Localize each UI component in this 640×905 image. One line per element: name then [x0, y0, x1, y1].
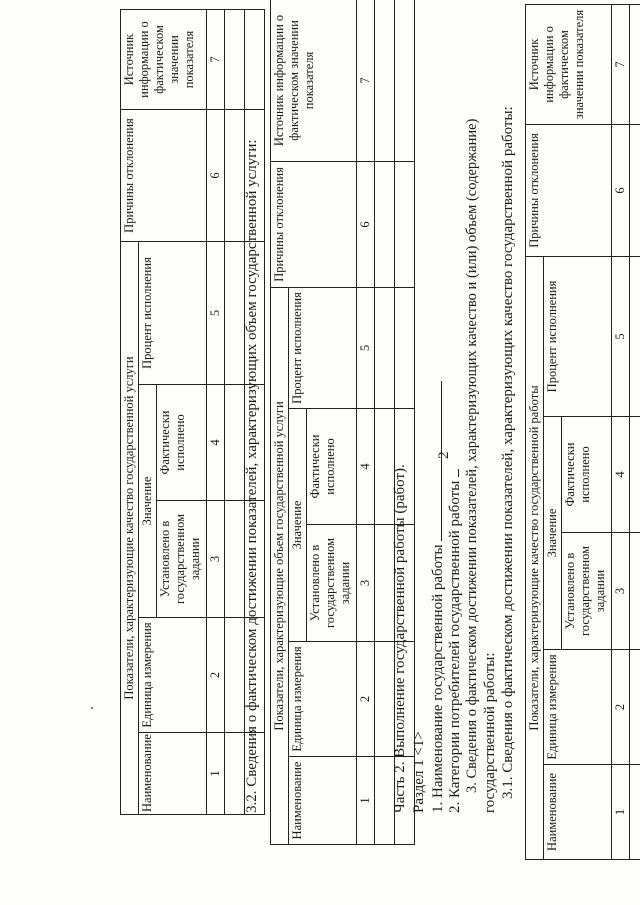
item-1-blank-line [429, 381, 442, 541]
heading-3-1: 3.1. Сведения о фактическом достижении показателей, характеризующих качество государственной работы: [500, 106, 516, 799]
item-3-line-1: 3. Сведения о фактическом достижении показателей, характеризующих качество и (или) объем (содержание) [464, 118, 480, 793]
header-percent: Процент исполнения [139, 242, 207, 385]
header-group: Показатели, характеризующие объем государственной услуги [271, 287, 289, 844]
item-1 [429, 381, 447, 813]
header-planned: Установлено в государственном задании [157, 501, 207, 618]
header-source: Источник информации о фактическом значении показателя [121, 10, 207, 110]
item-1-label: 1. Наименование государственной работы [430, 544, 446, 813]
item-2 [446, 469, 464, 813]
col-num-2: 2 [357, 642, 375, 757]
col-num-1: 1 [612, 765, 630, 860]
header-name: Наименование [139, 733, 207, 815]
header-value: Значение [289, 409, 307, 642]
col-num-1: 1 [207, 733, 225, 815]
col-num-2: 2 [612, 650, 630, 765]
table-row [225, 10, 245, 815]
header-actual: Фактически исполнено [307, 409, 357, 525]
header-unit: Единица измерения [544, 650, 612, 765]
header-reasons: Причины отклонения [271, 161, 357, 287]
header-group: Показатели, характеризующие качество государственной работы [526, 256, 544, 859]
header-name: Наименование [289, 757, 357, 845]
header-value: Значение [544, 417, 562, 650]
header-percent: Процент исполнения [289, 287, 357, 408]
header-reasons: Причины отклонения [526, 124, 612, 256]
col-num-2: 2 [207, 618, 225, 733]
header-planned: Установлено в государственном задании [307, 525, 357, 642]
col-num-6: 6 [207, 110, 225, 242]
page-number: 2 [436, 451, 452, 459]
col-num-3: 3 [357, 525, 375, 642]
section-title: Раздел 1 <1> [411, 731, 427, 813]
col-num-7: 7 [357, 0, 375, 161]
col-num-3: 3 [207, 501, 225, 618]
header-reasons: Причины отклонения [121, 110, 207, 242]
col-num-7: 7 [612, 4, 630, 124]
table-row [630, 4, 640, 859]
col-num-1: 1 [357, 757, 375, 845]
col-num-6: 6 [357, 161, 375, 287]
col-num-4: 4 [612, 417, 630, 533]
header-source: Источник информации о фактическом значении показателя [271, 0, 357, 161]
col-num-3: 3 [612, 533, 630, 650]
item-3-line-2: государственной работы: [482, 652, 498, 813]
col-num-7: 7 [207, 10, 225, 110]
header-source: Источник информации о фактическом значении показателя [526, 4, 612, 124]
header-group: Показатели, характеризующие качество государственной услуги [121, 242, 139, 815]
scan-speck [91, 707, 93, 709]
item-2-blank-line [446, 469, 459, 477]
work-quality-indicators-table [525, 4, 640, 860]
col-num-4: 4 [207, 385, 225, 501]
col-num-5: 5 [357, 287, 375, 408]
part2-title: Часть 2. Выполнение государственной работы (работ). [392, 464, 408, 813]
col-num-6: 6 [612, 124, 630, 256]
header-unit: Единица измерения [139, 618, 207, 733]
header-unit: Единица измерения [289, 642, 357, 757]
col-num-5: 5 [612, 256, 630, 416]
header-percent: Процент исполнения [544, 256, 612, 416]
item-2-label: 2. Категории потребителей государственной работы [447, 480, 463, 813]
header-value: Значение [139, 385, 157, 618]
col-num-4: 4 [357, 409, 375, 525]
header-planned: Установлено в государственном задании [562, 533, 612, 650]
col-num-5: 5 [207, 242, 225, 385]
header-actual: Фактически исполнено [562, 417, 612, 533]
heading-3-2: 3.2. Сведения о фактическом достижении показателей, характеризующих объем государственной услуги: [244, 139, 260, 813]
header-name: Наименование [544, 765, 612, 860]
header-actual: Фактически исполнено [157, 385, 207, 501]
